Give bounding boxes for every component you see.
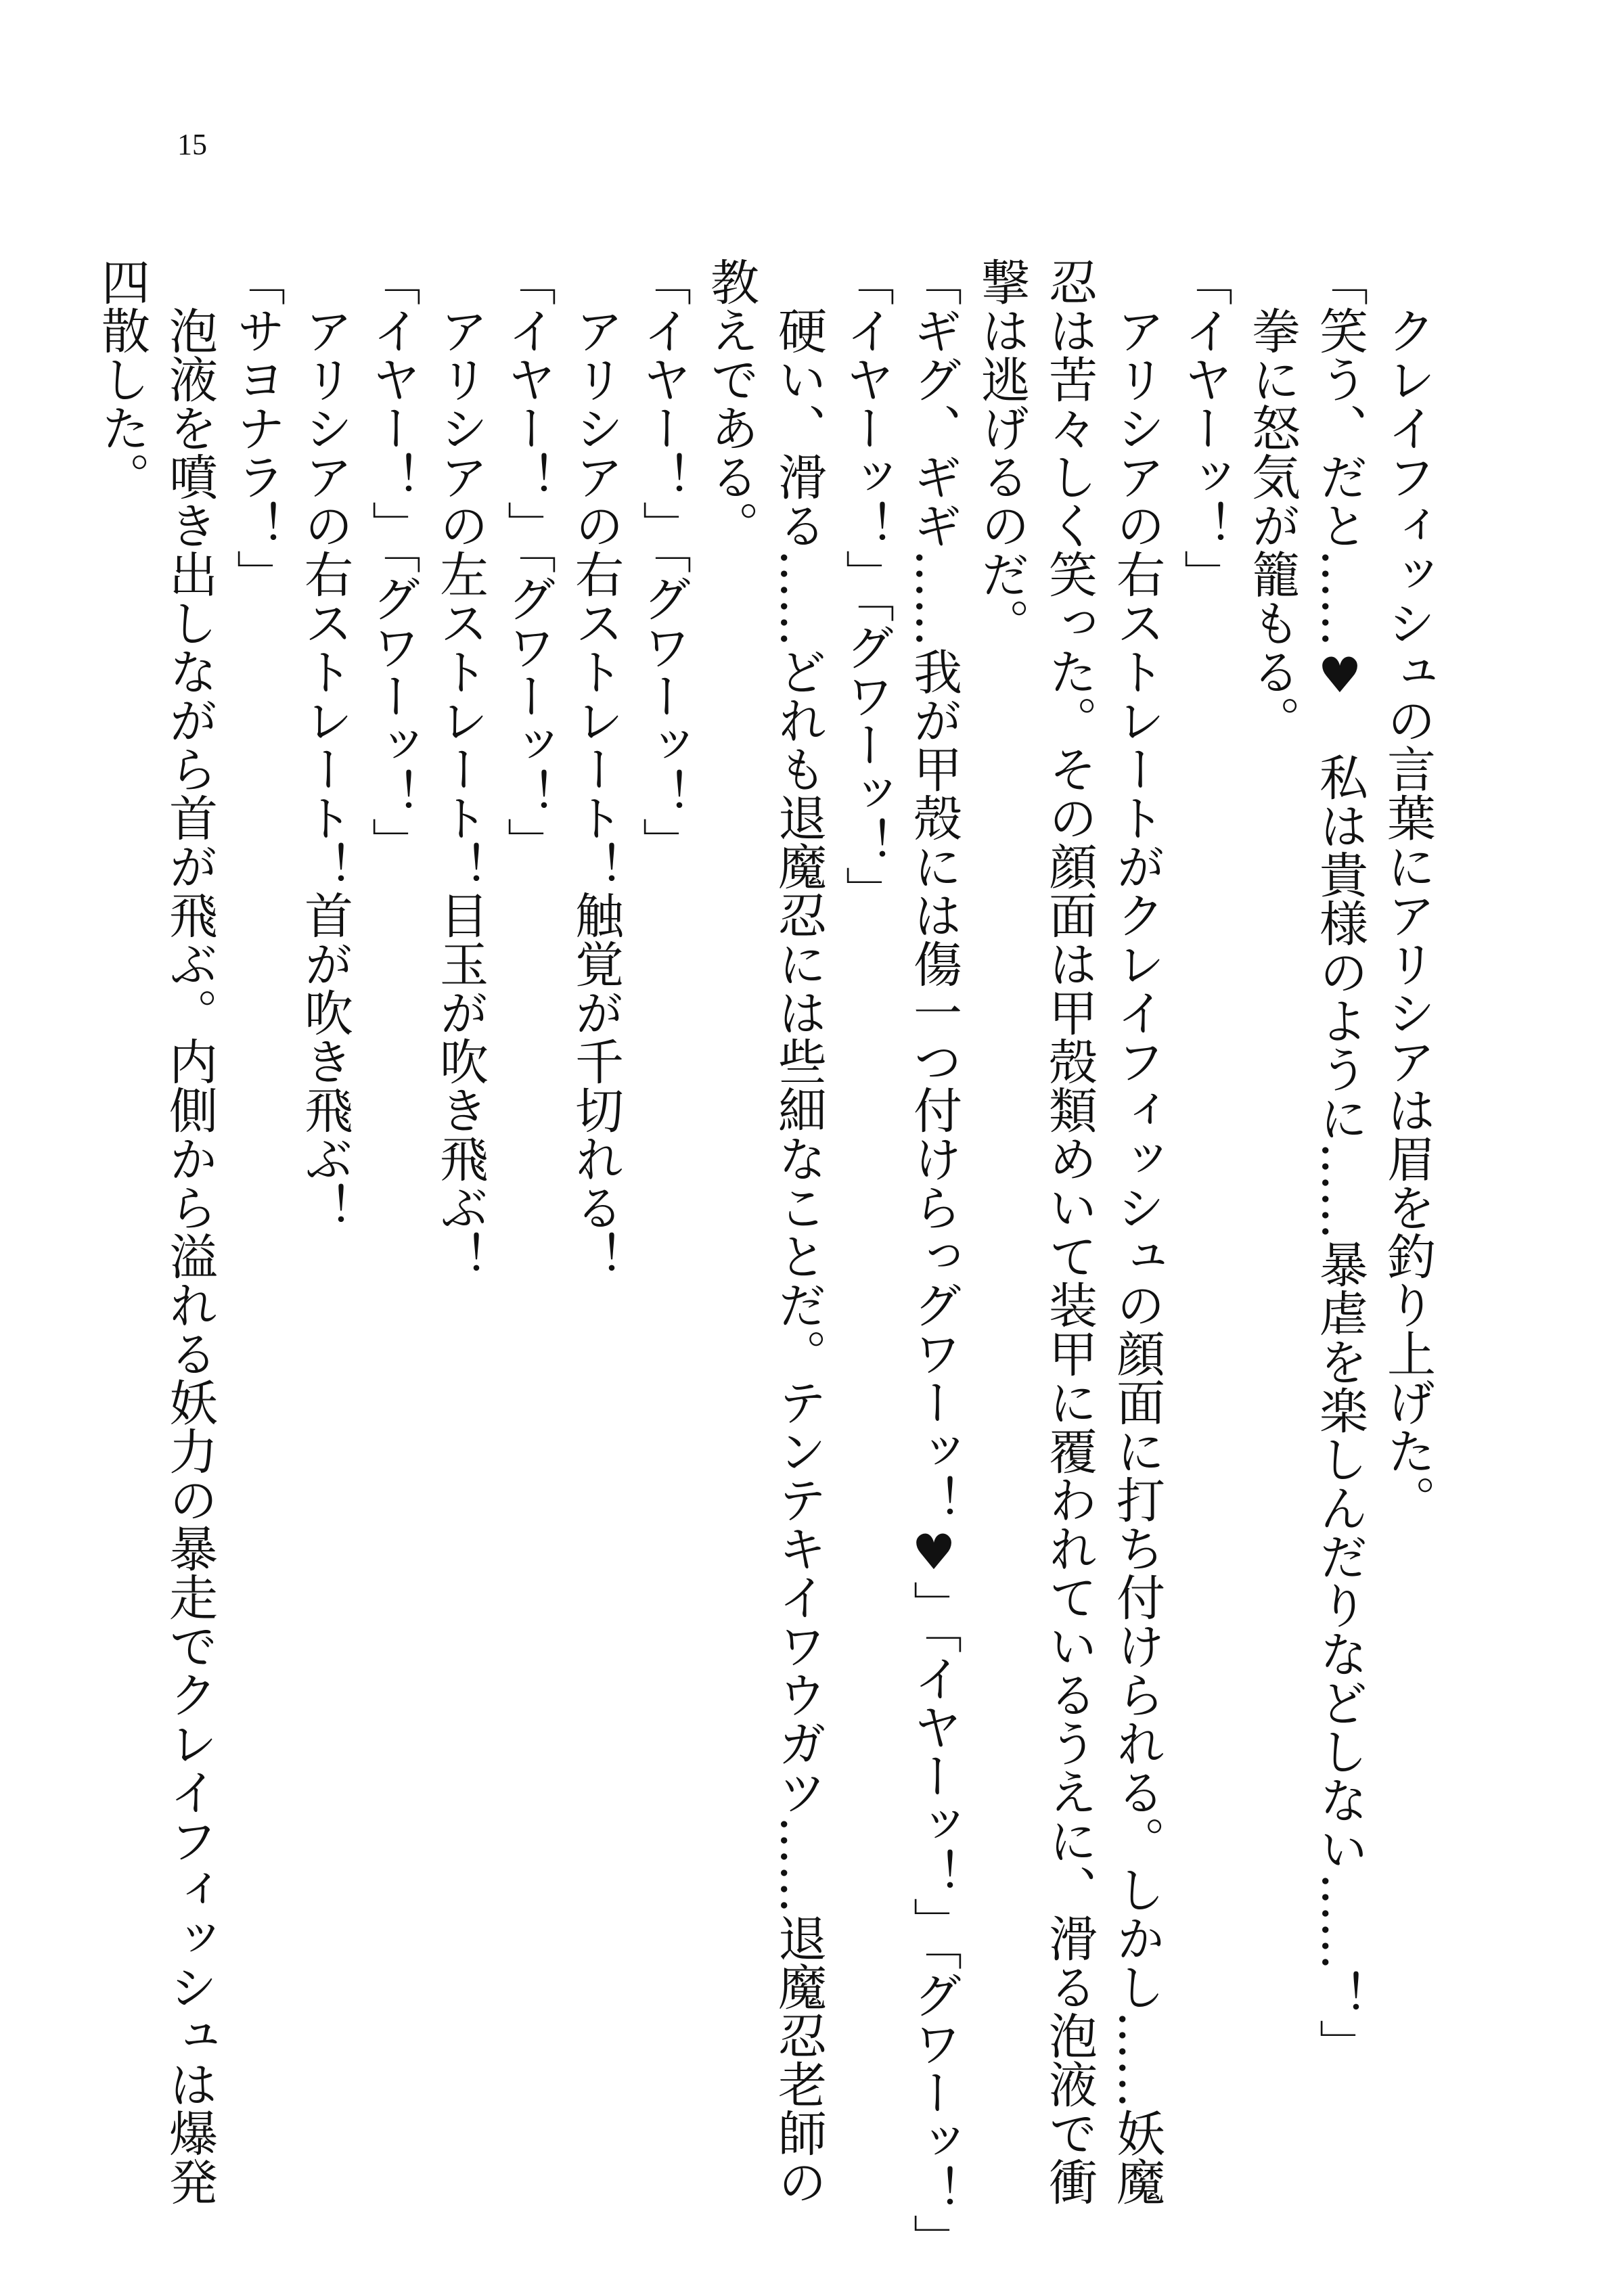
text-line: アリシアの右ストレート！首が吹き飛ぶ！ bbox=[296, 257, 353, 1231]
text-line: 「ギグ、ギギ……我が甲殻には傷一つ付けらっグワーッ！♥」「イヤーッ！」「グワーッ！」 bbox=[905, 257, 962, 2263]
text-line: 硬い、滑る……どれも退魔忍には些細なことだ。テンテキイワウガツ……退魔忍老師の bbox=[770, 257, 827, 2206]
text-line: 「笑う、だと……♥ 私は貴様のように……暴虐を楽しんだりなどしない……！」 bbox=[1311, 257, 1368, 2068]
text-line: 「イヤーッ！」「グワーッ！」 bbox=[838, 257, 895, 915]
text-line: 「イヤー！」「グワーッ！」 bbox=[364, 257, 421, 866]
text-line: 「イヤー！」「グワーッ！」 bbox=[635, 257, 692, 866]
text-line: 四散した。 bbox=[93, 257, 150, 501]
text-line: 「サヨナラ！」 bbox=[229, 257, 286, 598]
text-line: 泡液を噴き出しながら首が飛ぶ。内側から溢れる妖力の暴走でクレイフィッシュは爆発 bbox=[161, 257, 218, 2206]
text-line: 撃は逃げるのだ。 bbox=[973, 257, 1030, 647]
page-number: 15 bbox=[177, 128, 207, 161]
text-line: アリシアの左ストレート！目玉が吹き飛ぶ！ bbox=[432, 257, 489, 1280]
vertical-body-text bbox=[88, 257, 1441, 2263]
text-line: 教えである。 bbox=[702, 257, 759, 549]
text-line: 拳に怒気が籠もる。 bbox=[1244, 257, 1301, 744]
text-line: アリシアの右ストレート！触覚が千切れる！ bbox=[567, 257, 624, 1280]
text-line: 忍は苦々しく笑った。その顔面は甲殻類めいて装甲に覆われているうえに、滑る泡液で衝 bbox=[1041, 257, 1098, 2206]
text-line: クレイフィッシュの言葉にアリシアは眉を釣り上げた。 bbox=[1379, 257, 1436, 1524]
text-line: 「イヤーッ！」 bbox=[1176, 257, 1233, 598]
text-line: 「イヤー！」「グワーッ！」 bbox=[499, 257, 556, 866]
text-line: アリシアの右ストレートがクレイフィッシュの顔面に打ち付けられる。しかし……妖魔 bbox=[1108, 257, 1165, 2206]
